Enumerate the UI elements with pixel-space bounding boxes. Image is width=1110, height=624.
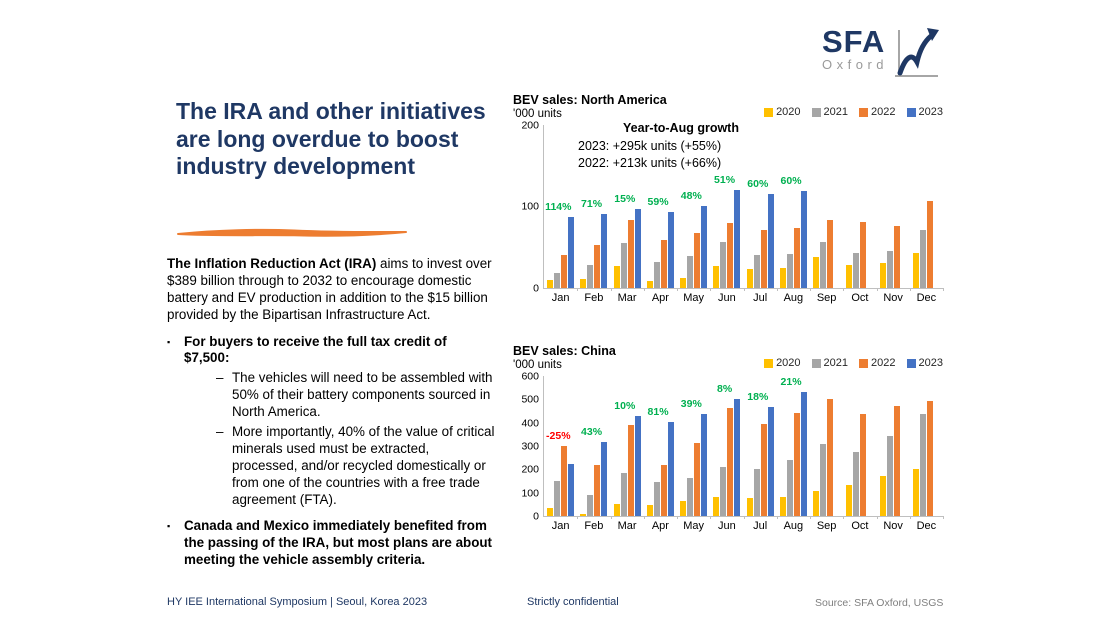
bar-2022-Jun: [727, 408, 733, 517]
bullet-tax-credit-text: For buyers to receive the full tax credit of $7,500:: [184, 333, 447, 366]
bar-2023-May: [701, 206, 707, 288]
bar-2022-Sep: [827, 399, 833, 516]
bar-2021-Feb: [587, 495, 593, 516]
growth-label-Jan: 114%: [545, 200, 572, 213]
bar-2023-Jan: [568, 464, 574, 517]
chart-plot-area: [521, 370, 943, 533]
logo-text: [822, 26, 888, 71]
chart-titles: [513, 93, 667, 120]
chart-legend: [764, 106, 943, 118]
y-axis-tick-label: 500: [521, 393, 539, 406]
bar-group-Nov: [877, 125, 910, 305]
legend-label: 2022: [871, 357, 896, 369]
bar-2020-Jul: [747, 269, 753, 289]
chart-plot-area: [521, 119, 943, 305]
bar-2023-Jul: [768, 407, 774, 516]
bar-2022-Apr: [661, 240, 667, 288]
bar-group-Nov: [877, 376, 910, 533]
chart-title: BEV sales: North America: [513, 93, 667, 107]
bar-2023-Aug: [801, 191, 807, 288]
bar-2023-Mar: [635, 209, 641, 288]
growth-label-Apr: 81%: [647, 406, 669, 419]
bar-group-Apr: [644, 376, 677, 533]
annotation-line: 2022: +213k units (+66%): [578, 155, 722, 170]
bullet-canada-mexico-text: Canada and Mexico immediately benefited from the passing of the IRA, but most plans are about meeting the vehicle assembly criteria.: [184, 518, 493, 568]
bar-2022-Dec: [927, 201, 933, 288]
bar-2020-Oct: [846, 265, 852, 289]
chart-legend: [764, 357, 943, 369]
x-axis-label-Aug: Aug: [783, 292, 804, 305]
bar-2020-Apr: [647, 505, 653, 516]
bar-group-Aug: [777, 375, 810, 533]
x-axis-label-Oct: Oct: [851, 292, 869, 305]
chart-title: BEV sales: China: [513, 344, 616, 358]
bar-2020-Feb: [580, 514, 586, 517]
bar-2023-Aug: [801, 392, 807, 517]
y-axis-tick-label: 300: [521, 440, 539, 453]
growth-label-May: 48%: [680, 190, 702, 203]
bar-2022-Oct: [860, 222, 866, 289]
bar-2021-Apr: [654, 482, 660, 517]
bar-2022-Nov: [894, 406, 900, 516]
legend-label: 2023: [918, 357, 943, 369]
chart-units-label: '000 units: [513, 359, 562, 372]
y-axis-tick-label: 100: [521, 486, 539, 499]
y-axis-tick-label: 200: [521, 119, 539, 132]
x-axis-label-Mar: Mar: [617, 292, 637, 305]
sub-bullet-assembly-text: The vehicles will need to be assembled with 50% of their battery components sourced in North America.: [232, 370, 493, 420]
growth-label-Jun: 8%: [716, 383, 733, 396]
bar-2021-Aug: [787, 254, 793, 288]
legend-label: 2021: [823, 357, 849, 369]
annotation-line: 2023: +295k units (+55%): [578, 139, 722, 154]
bar-2022-Jan: [561, 255, 567, 288]
bar-2022-Jan: [561, 446, 567, 516]
bar-group-Mar: [611, 376, 644, 533]
bar-2020-Mar: [614, 504, 620, 516]
intro-bold-lead: The Inflation Reduction Act (IRA): [167, 256, 377, 271]
footer-confidential-text: Strictly confidential: [527, 596, 619, 608]
bar-2021-Jan: [554, 273, 560, 288]
legend-swatch-icon: [812, 108, 821, 117]
intro-paragraph: [167, 256, 495, 324]
x-axis-label-Oct: Oct: [851, 520, 869, 533]
growth-label-Mar: 15%: [614, 193, 636, 206]
logo-subtitle: Oxford: [822, 57, 889, 72]
bar-2020-Aug: [780, 497, 786, 517]
x-axis-label-Apr: Apr: [651, 520, 669, 533]
bar-2021-May: [687, 478, 693, 517]
bar-2020-Dec: [913, 253, 919, 289]
x-axis-label-Feb: Feb: [584, 292, 604, 305]
bar-2021-Jun: [720, 467, 726, 516]
bar-2022-Aug: [794, 413, 800, 516]
x-axis-label-Aug: Aug: [783, 520, 804, 533]
growth-label-Feb: 71%: [581, 198, 603, 211]
bar-2022-May: [694, 233, 700, 288]
chart-titles: [513, 344, 616, 371]
bar-2020-Nov: [880, 263, 886, 288]
x-axis-label-Feb: Feb: [584, 520, 604, 533]
sfa-oxford-logo: [822, 26, 940, 87]
bar-2021-Mar: [621, 473, 627, 516]
legend-item-2021: [812, 357, 848, 369]
bar-2020-Dec: [913, 469, 919, 517]
bar-2022-May: [694, 443, 700, 517]
bar-2021-Dec: [920, 230, 926, 289]
x-axis-label-Jul: Jul: [753, 520, 768, 533]
bar-2023-Feb: [601, 214, 607, 288]
bar-2021-Oct: [853, 253, 859, 289]
bar-2023-Apr: [668, 212, 674, 289]
bar-2021-Feb: [587, 265, 593, 289]
intro-rest: aims to invest over $389 billion through to 2032 to encourage domestic battery and EV production in addition to the $15 billion provided by the Bipartisan Infrastructure Act.: [167, 256, 492, 322]
footer-source-text: Source: SFA Oxford, USGS: [815, 597, 944, 609]
square-bullet-icon: ▪: [167, 336, 171, 347]
bar-group-Oct: [843, 125, 876, 305]
bullet-tax-credit: [167, 334, 495, 368]
square-bullet-icon: ▪: [167, 521, 171, 532]
legend-swatch-icon: [859, 108, 868, 117]
bar-2023-Apr: [668, 422, 674, 516]
footer-event-text: HY IEE International Symposium | Seoul, Korea 2023: [167, 596, 428, 608]
x-axis-label-Sep: Sep: [816, 292, 837, 305]
logo-brand: SFA: [822, 24, 886, 59]
y-axis-tick-label: 0: [533, 510, 539, 523]
legend-swatch-icon: [764, 359, 773, 368]
bar-2020-Jan: [547, 508, 553, 517]
legend-label: 2023: [918, 106, 943, 118]
bar-2022-Aug: [794, 228, 800, 288]
bar-2022-Dec: [927, 401, 933, 517]
growth-label-Jun: 51%: [714, 173, 736, 186]
growth-label-Jul: 60%: [747, 177, 769, 190]
bar-2023-Jul: [768, 194, 774, 289]
y-axis-tick-label: 0: [533, 282, 539, 295]
legend-label: 2021: [823, 106, 849, 118]
bar-2022-Sep: [827, 220, 833, 288]
bar-2021-Nov: [887, 251, 893, 288]
y-axis-tick-label: 400: [521, 416, 539, 429]
bar-2022-Mar: [628, 425, 634, 516]
chart-units-label: '000 units: [513, 108, 562, 121]
title-divider-swoosh: [176, 226, 408, 245]
logo-chart-arrow-icon: [892, 26, 940, 87]
bar-2022-Oct: [860, 414, 866, 516]
bar-group-May: [677, 376, 710, 533]
bar-2022-Jun: [727, 223, 733, 288]
growth-label-Apr: 59%: [647, 195, 669, 208]
bar-2023-Jun: [734, 190, 740, 289]
bar-2020-Jun: [713, 497, 719, 516]
x-axis-label-Jun: Jun: [718, 292, 736, 305]
bar-2021-Aug: [787, 460, 793, 517]
legend-item-2023: [907, 357, 943, 369]
growth-label-Aug: 60%: [780, 175, 802, 188]
x-axis-label-Nov: Nov: [883, 520, 903, 533]
legend-swatch-icon: [907, 359, 916, 368]
x-axis-label-Dec: Dec: [916, 292, 937, 305]
bar-2020-May: [680, 501, 686, 516]
bar-group-Feb: [577, 376, 610, 533]
bar-2020-Jun: [713, 266, 719, 288]
legend-swatch-icon: [859, 359, 868, 368]
bar-2021-Apr: [654, 262, 660, 288]
y-axis-tick-label: 100: [521, 200, 539, 213]
bar-2021-Jan: [554, 481, 560, 516]
bar-2023-Jan: [568, 217, 574, 289]
growth-label-Feb: 43%: [581, 425, 603, 438]
annotation-title: Year-to-Aug growth: [623, 121, 739, 136]
growth-label-Jul: 18%: [747, 391, 769, 404]
legend-item-2020: [764, 357, 800, 369]
legend-label: 2022: [871, 106, 896, 118]
legend-swatch-icon: [764, 108, 773, 117]
growth-label-Jan: -25%: [546, 430, 571, 443]
bar-group-Sep: [810, 125, 843, 305]
chart-header: [513, 93, 943, 120]
chart-bev-china: [513, 344, 943, 533]
legend-item-2020: [764, 106, 800, 118]
legend-label: 2020: [776, 106, 801, 118]
x-axis-label-Jul: Jul: [753, 292, 768, 305]
bar-2021-Oct: [853, 452, 859, 517]
page-title: The IRA and other initiatives are long overdue to boost industry development: [176, 98, 486, 180]
bar-2020-Jan: [547, 280, 553, 288]
growth-label-May: 39%: [680, 398, 702, 411]
x-axis-label-Dec: Dec: [916, 520, 937, 533]
bar-2022-Jul: [761, 230, 767, 289]
x-axis-label-Jan: Jan: [551, 292, 570, 305]
x-axis-label-Jun: Jun: [718, 520, 736, 533]
chart-header: [513, 344, 943, 371]
bar-group-Dec: [910, 376, 943, 533]
bar-2020-May: [680, 278, 686, 289]
bar-2021-Jul: [754, 255, 760, 288]
bar-2020-Aug: [780, 268, 786, 288]
chart-bev-north-america: [513, 93, 943, 305]
bar-2022-Feb: [594, 465, 600, 517]
legend-item-2023: [907, 106, 943, 118]
bar-group-Oct: [843, 376, 876, 533]
legend-item-2022: [859, 357, 895, 369]
legend-item-2022: [859, 106, 895, 118]
legend-swatch-icon: [907, 108, 916, 117]
bar-group-Dec: [910, 125, 943, 305]
bar-2021-Jul: [754, 469, 760, 516]
bar-2020-Sep: [813, 491, 819, 516]
growth-label-Aug: 21%: [780, 375, 802, 388]
bar-2021-Sep: [820, 444, 826, 516]
legend-item-2021: [812, 106, 848, 118]
bar-2021-Sep: [820, 242, 826, 288]
bar-2020-Apr: [647, 281, 653, 288]
growth-label-Mar: 10%: [614, 400, 636, 413]
bar-2022-Apr: [661, 465, 667, 517]
bar-2021-Mar: [621, 243, 627, 289]
bar-2020-Jul: [747, 498, 753, 517]
bar-2021-Nov: [887, 436, 893, 516]
x-axis-label-Jan: Jan: [551, 520, 570, 533]
bar-2023-Mar: [635, 416, 641, 516]
bar-group-Jul: [744, 376, 777, 533]
bar-2020-Oct: [846, 485, 852, 516]
y-axis-tick-label: 200: [521, 463, 539, 476]
bar-group-Sep: [810, 376, 843, 533]
dash-bullet-icon: –: [216, 370, 224, 386]
bar-group-Jan: [544, 376, 577, 533]
x-axis-label-May: May: [683, 520, 705, 533]
bar-2020-Feb: [580, 279, 586, 288]
bar-2020-Nov: [880, 476, 886, 517]
chart-annotation: [572, 121, 790, 171]
y-axis-tick-label: 600: [521, 370, 539, 383]
bar-2021-May: [687, 256, 693, 289]
bar-2023-May: [701, 414, 707, 516]
bullet-canada-mexico: [167, 518, 495, 569]
sub-bullet-minerals-text: More importantly, 40% of the value of critical minerals used must be extracted, processed, and/or recycled domestically or from one of the countries with a free trade agreement (FTA).: [232, 424, 495, 507]
bar-2022-Mar: [628, 220, 634, 288]
body-copy: [167, 256, 495, 569]
bar-2021-Jun: [720, 242, 726, 288]
bar-2020-Mar: [614, 266, 620, 289]
legend-swatch-icon: [812, 359, 821, 368]
legend-label: 2020: [776, 357, 801, 369]
bar-2023-Jun: [734, 399, 740, 516]
bar-2022-Jul: [761, 424, 767, 516]
sub-bullet-minerals: [216, 424, 495, 508]
bar-2021-Dec: [920, 414, 926, 517]
x-axis-label-Nov: Nov: [883, 292, 903, 305]
bar-2022-Feb: [594, 245, 600, 288]
x-axis-label-Apr: Apr: [651, 292, 669, 305]
bar-2023-Feb: [601, 442, 607, 517]
x-axis-label-May: May: [683, 292, 705, 305]
x-axis-label-Sep: Sep: [816, 520, 837, 533]
bar-2022-Nov: [894, 226, 900, 289]
x-axis-label-Mar: Mar: [617, 520, 637, 533]
bar-2020-Sep: [813, 257, 819, 288]
dash-bullet-icon: –: [216, 424, 224, 440]
sub-bullet-assembly: [216, 370, 495, 421]
